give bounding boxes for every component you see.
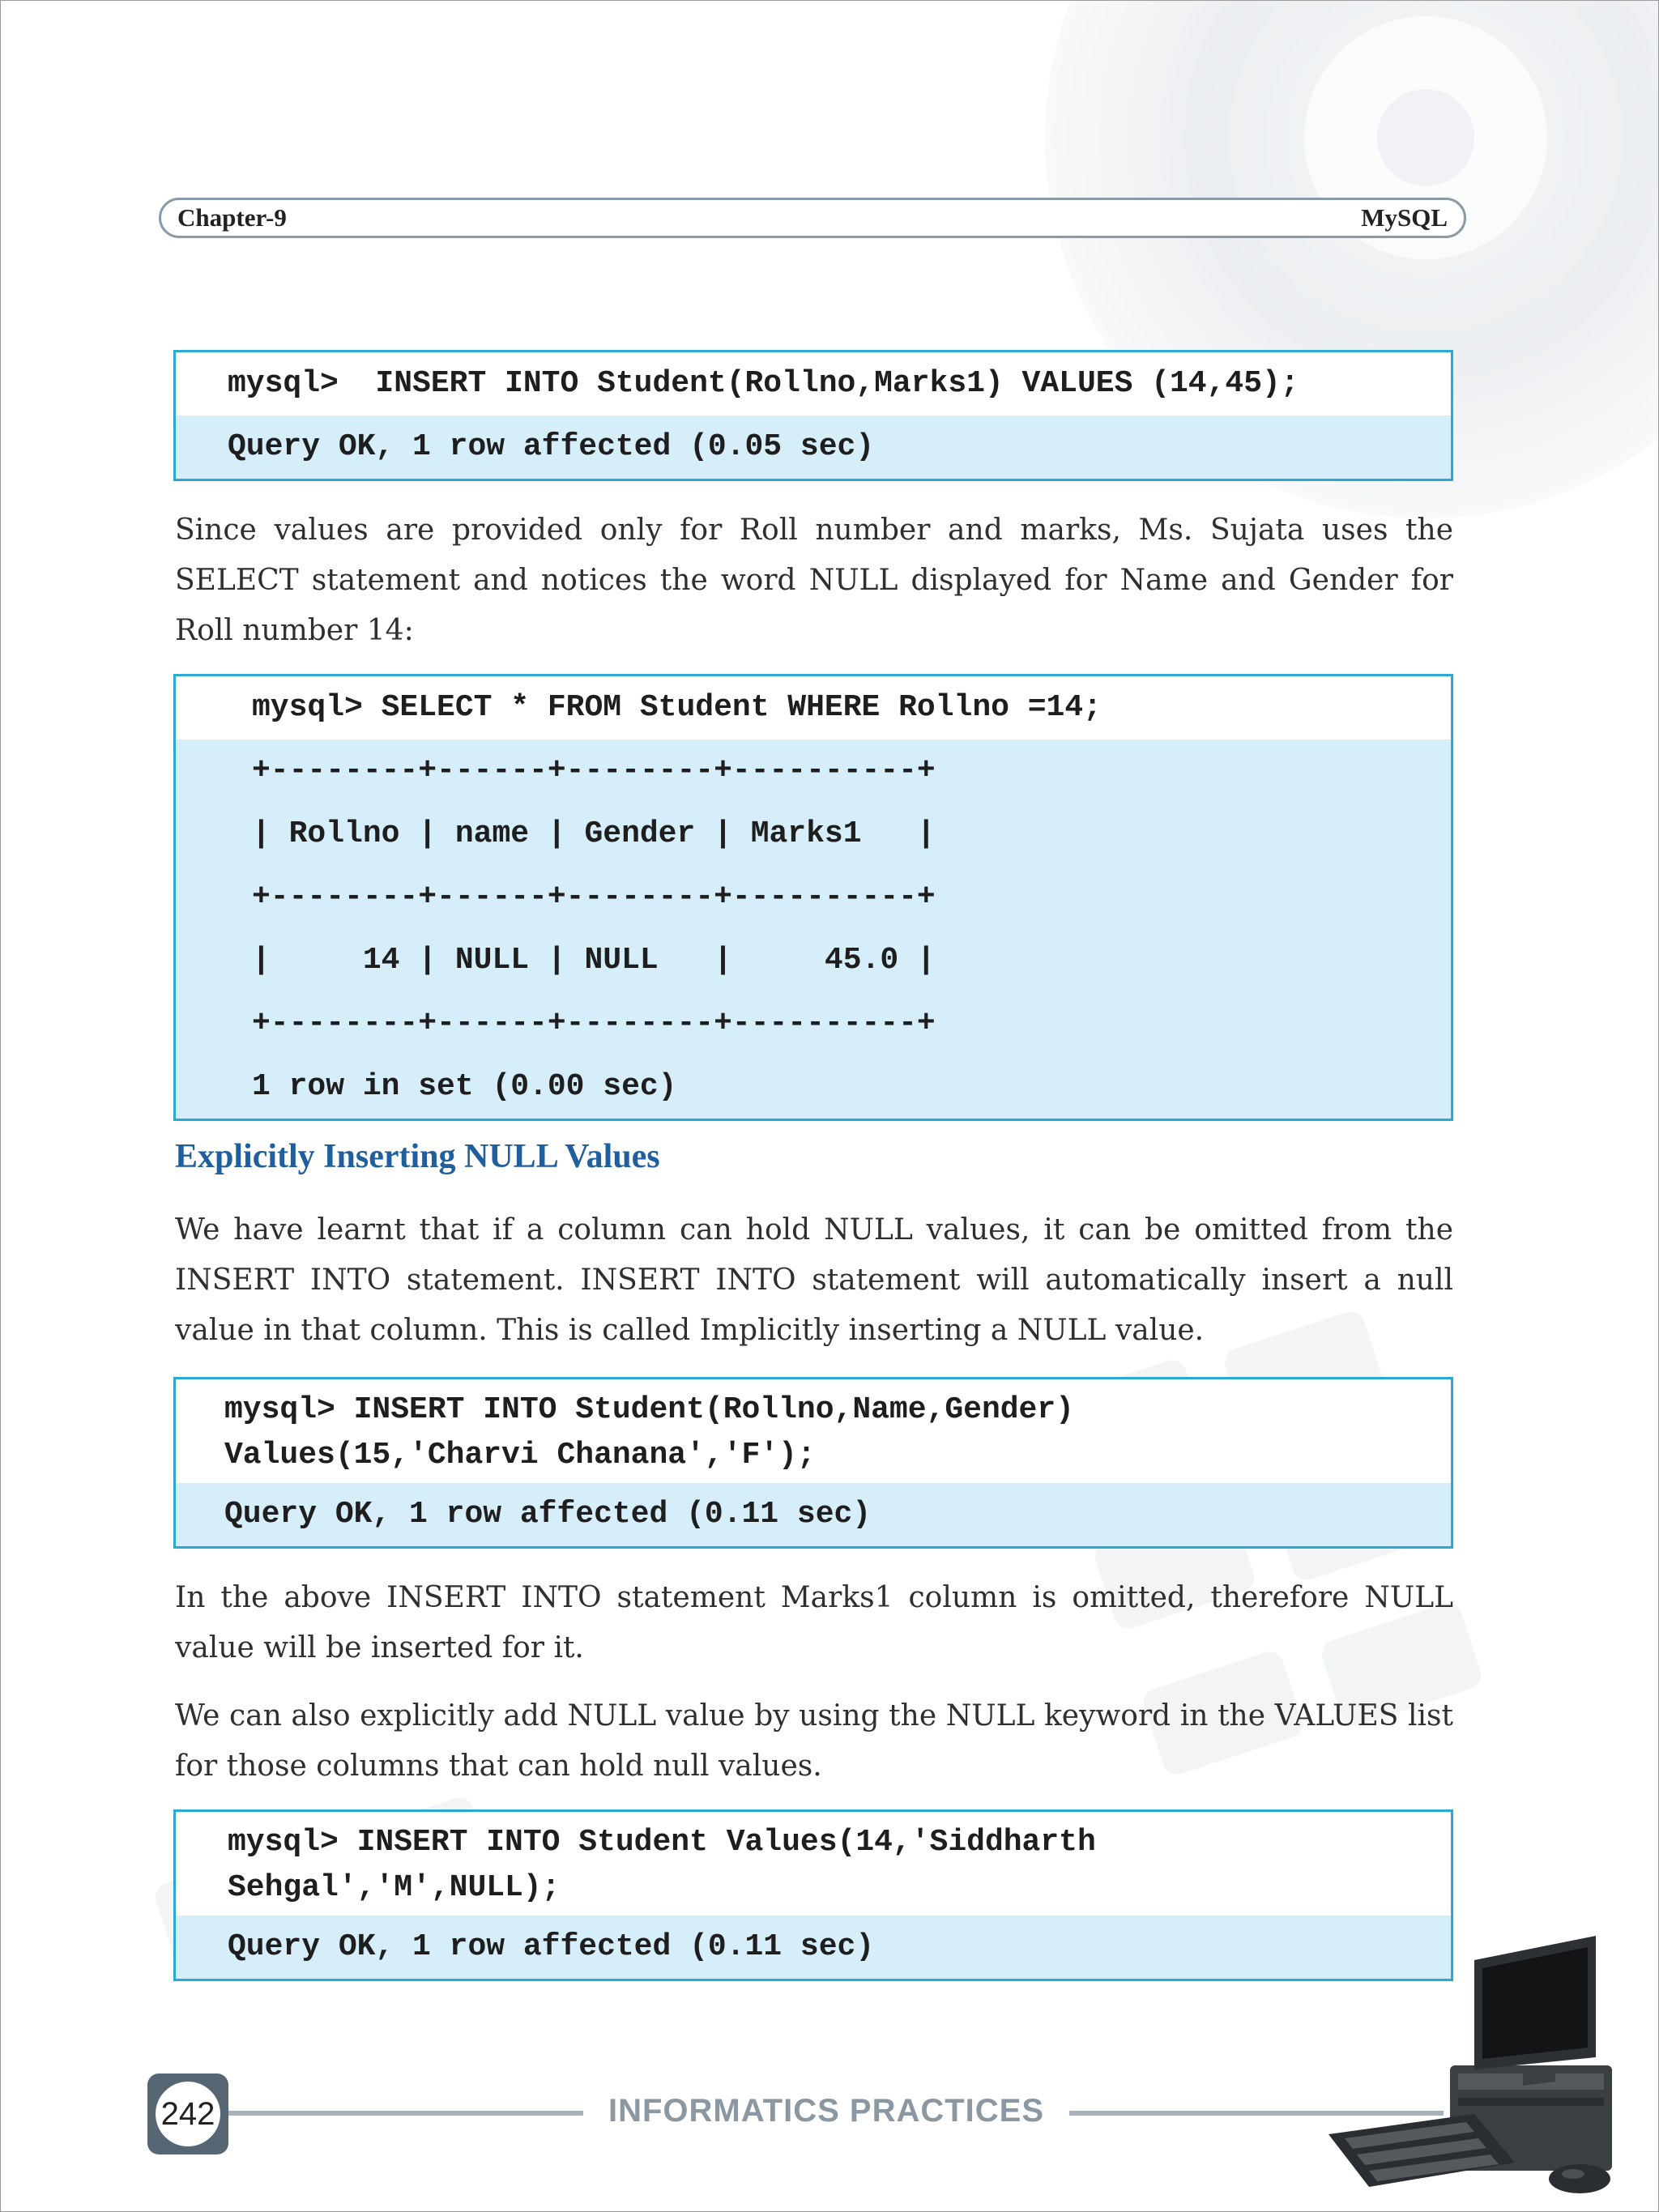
- footer-book-title: INFORMATICS PRACTICES: [583, 2093, 1069, 2129]
- paragraph-implicit-null: We have learnt that if a column can hold NULL values, it can be omitted from the INSERT INTO statement. INSERT INTO statement will automatically insert a null value in that column. This is called Implicitly inserting a NULL value.: [175, 1213, 1453, 1347]
- code-output-line: +--------+------+--------+----------+: [176, 739, 1451, 803]
- code-command-line-1: mysql> INSERT INTO Student(Rollno,Name,Gender): [224, 1392, 1074, 1427]
- code-command-line-2: Sehgal','M',NULL);: [228, 1870, 561, 1905]
- code-output-line: | Rollno | name | Gender | Marks1 |: [176, 803, 1451, 866]
- code-box-insert-charvi: [173, 1377, 1453, 1549]
- code-output-line: | 14 | NULL | NULL | 45.0 |: [176, 929, 1451, 992]
- code-box-select-student: [173, 674, 1453, 1121]
- section-heading: Explicitly Inserting NULL Values: [175, 1138, 660, 1175]
- code-box-insert-siddharth: [173, 1809, 1453, 1981]
- code-output-line: +--------+------+--------+----------+: [176, 866, 1451, 929]
- desktop-computer-illustration: [1312, 1928, 1653, 2203]
- paragraph-explicit-null: We can also explicitly add NULL value by using the NULL keyword in the VALUES list for those columns that can hold null values.: [175, 1699, 1453, 1783]
- chapter-header-bar: [159, 198, 1466, 238]
- code-box-insert-rollno-marks: [173, 350, 1453, 481]
- code-output-line: 1 row in set (0.00 sec): [176, 1055, 1451, 1119]
- code-command-line-2: Values(15,'Charvi Chanana','F');: [224, 1438, 816, 1473]
- chapter-label: Chapter-9: [177, 203, 287, 232]
- code-result: Query OK, 1 row affected (0.11 sec): [176, 1916, 1451, 1979]
- code-command: mysql> INSERT INTO Student(Rollno,Marks1) VALUES (14,45);: [228, 366, 1299, 401]
- paragraph-marks-omitted: In the above INSERT INTO statement Marks1 column is omitted, therefore NULL value will be inserted for it.: [175, 1581, 1453, 1664]
- chapter-topic: MySQL: [1361, 203, 1448, 232]
- page-number: 242: [156, 2082, 220, 2146]
- paragraph-select-null: Since values are provided only for Roll number and marks, Ms. Sujata uses the SELECT statement and notices the word NULL displayed for Name and Gender for Roll number 14:: [175, 514, 1453, 647]
- code-result: Query OK, 1 row affected (0.05 sec): [176, 416, 1451, 479]
- code-result: Query OK, 1 row affected (0.11 sec): [176, 1483, 1451, 1546]
- page-number-badge: [147, 2073, 228, 2154]
- code-command: mysql> SELECT * FROM Student WHERE Rollno =14;: [252, 690, 1102, 725]
- code-output-line: +--------+------+--------+----------+: [176, 992, 1451, 1055]
- code-command-line-1: mysql> INSERT INTO Student Values(14,'Siddharth: [228, 1825, 1096, 1860]
